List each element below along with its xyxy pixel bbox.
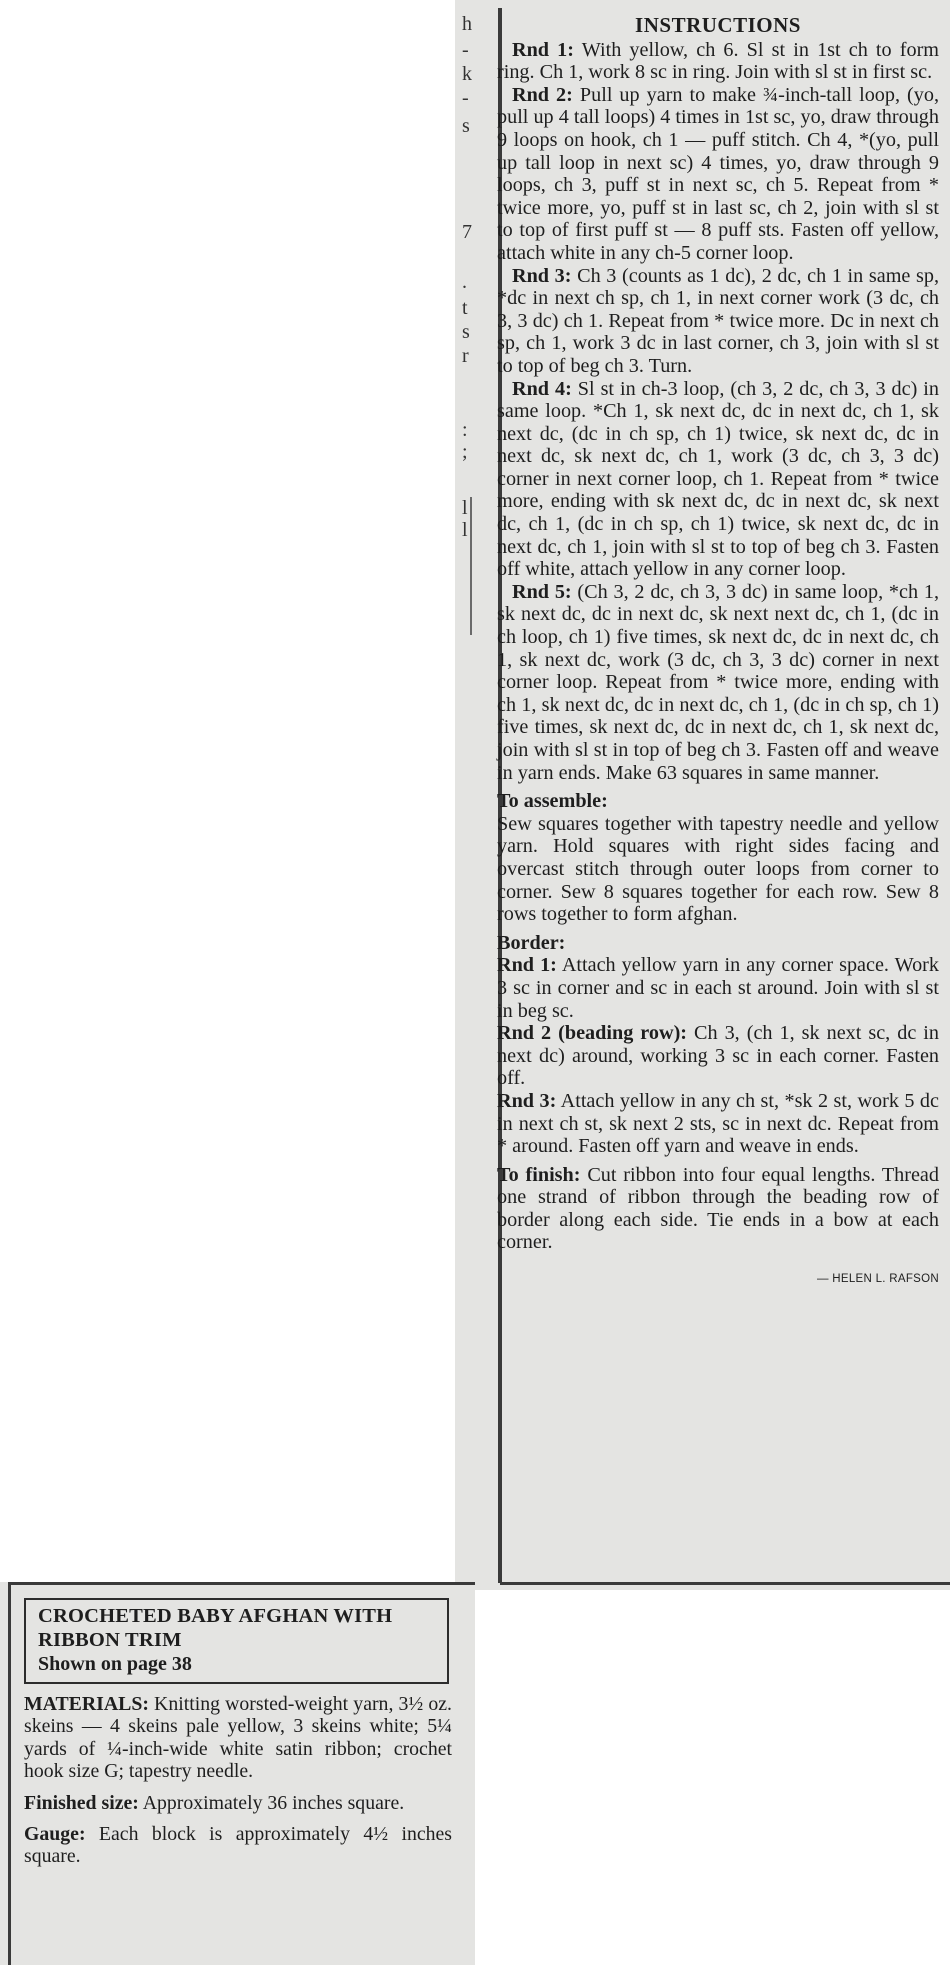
round-1 (497, 39, 939, 84)
side-fragment: r (462, 345, 469, 367)
round-label: Rnd 3: (497, 1089, 557, 1112)
side-fragment: s (462, 321, 470, 343)
border-round-3 (497, 1090, 939, 1158)
side-fragment: : (462, 419, 468, 441)
round-label: Rnd 5: (512, 580, 572, 603)
round-label: Rnd 1: (497, 954, 557, 977)
side-fragment: ; (462, 441, 468, 463)
gauge-paragraph (24, 1823, 452, 1868)
side-fragment: 7 (462, 221, 472, 243)
materials-frame-top (8, 1582, 475, 1585)
round-text: (Ch 3, 2 dc, ch 3, 3 dc) in same loop, *ch 1, sk next dc, dc in next dc, sk next next dc, ch 1, (dc in ch loop, ch 1) five times, sk next dc, dc in next dc, ch 1, sk next dc, work (3 dc, ch 3, 3 dc) corner in next corner loop. Repeat from * twice more, ending with ch 1, sk next dc, dc in next dc, ch 1, (dc in ch sp, ch 1) five times, sk next dc, dc in next dc, ch 1, sk next dc, join with sl st in top of beg ch 3. Fasten off and weave in yarn ends. Make 63 squares in same manner. (497, 580, 939, 784)
side-fragment: - (462, 87, 469, 109)
side-fragment: s (462, 115, 470, 137)
project-title-box (24, 1598, 449, 1684)
finished-size-label: Finished size: (24, 1791, 139, 1814)
finished-size-text: Approximately 36 inches square. (138, 1791, 405, 1814)
gauge-text: Each block is approximately 4½ inches square. (24, 1823, 452, 1868)
side-fragment: h (462, 13, 472, 35)
finish-paragraph (497, 1164, 939, 1254)
side-fragment: t (462, 297, 468, 319)
side-fragment: - (462, 39, 469, 61)
round-3 (497, 265, 939, 378)
shown-on-page: Shown on page 38 (38, 1653, 192, 1675)
column-rule-secondary (470, 497, 472, 635)
round-text: Ch 3 (counts as 1 dc), 2 dc, ch 1 in same sp, *dc in next ch sp, ch 1, in next corner work (3 dc, ch 3, 3 dc) ch 1. Repeat from * twice more. Dc in next ch sp, ch 1, work 3 dc in last corner, ch 3, join with sl st to top of beg ch 3. Turn. (497, 264, 939, 377)
materials-label: MATERIALS: (24, 1693, 149, 1715)
side-fragment: l (462, 519, 468, 541)
round-4 (497, 378, 939, 581)
round-2 (497, 84, 939, 265)
instructions-heading: INSTRUCTIONS (635, 13, 801, 37)
gauge-label: Gauge: (24, 1823, 86, 1846)
round-label: Rnd 3: (512, 264, 572, 287)
section-rule (500, 1582, 950, 1585)
round-label: Rnd 4: (512, 377, 572, 400)
round-text: Pull up yarn to make ¾-inch-tall loop, (yo, pull up 4 tall loops) 4 times in 1st sc, yo, draw through 9 loops on hook, ch 1 — puff stitch. Ch 4, *(yo, pull up tall loop in next sc) 4 times, yo, draw through 9 loops, ch 3, puff st in next sc, ch 5. Repeat from * twice more, yo, puff st in last sc, ch 2, join with sl st to top of first puff st — 8 puff sts. Fasten off yellow, attach white in any ch-5 corner loop. (497, 83, 939, 264)
round-text: With yellow, ch 6. Sl st in 1st ch to form ring. Ch 1, work 8 sc in ring. Join with sl st in first sc. (497, 38, 939, 84)
side-fragment: l (462, 497, 468, 519)
border-heading-text: Border: (497, 931, 566, 954)
round-label: Rnd 1: (512, 38, 574, 61)
materials-paragraph (24, 1693, 452, 1783)
round-text: Attach yellow yarn in any corner space. Work 3 sc in corner and sc in each st around. Join with sl st in beg sc. (497, 954, 939, 1022)
assemble-text: Sew squares together with tapestry needle and yellow yarn. Hold squares with right sides facing and overcast stitch through outer loops from corner to corner. Sew 8 squares together for each row. Sew 8 rows together to form afghan. (497, 812, 939, 926)
round-label: Rnd 2: (512, 83, 573, 106)
round-5 (497, 581, 939, 784)
finish-label: To finish: (497, 1163, 581, 1186)
materials-frame-left (8, 1582, 11, 1965)
round-text: Ch 3, (ch 1, sk next sc, dc in next dc) around, working 3 sc in each corner. Fasten off. (497, 1022, 939, 1090)
materials-text: Knitting worsted-weight yarn, 3½ oz. skeins — 4 skeins pale yellow, 3 skeins white; 5¼ yards of ¼-inch-wide white satin ribbon; crochet hook size G; tapestry needle. (24, 1693, 452, 1783)
author-credit: — HELEN L. RAFSON (816, 1273, 939, 1286)
assemble-heading-text: To assemble: (497, 790, 608, 813)
round-label: Rnd 2 (beading row): (497, 1022, 688, 1045)
finished-size-paragraph (24, 1792, 452, 1814)
round-text: Sl st in ch-3 loop, (ch 3, 2 dc, ch 3, 3 dc) in same loop. *Ch 1, sk next dc, dc in next dc, ch 1, sk next dc, (dc in ch sp, ch 1) twice, sk next dc, dc in next dc, sk next dc, ch 1, work (3 dc, ch 3, 3 dc) corner in next corner loop, ch 1. Repeat from * twice more, ending with sk next dc, dc in next dc, sk next dc, ch 1, (dc in ch sp, ch 1) twice, sk next dc, dc in next dc, ch 1, join with sl st to top of beg ch 3. Fasten off white, attach yellow in any corner loop. (497, 377, 939, 581)
project-title: CROCHETED BABY AFGHAN WITH RIBBON TRIM (38, 1605, 393, 1651)
materials-block (24, 1693, 452, 1877)
round-text: Attach yellow in any ch st, *sk 2 st, work 5 dc in next ch st, sk next 2 sts, sc in next dc. Repeat from * around. Fasten off yarn and weave in ends. (497, 1089, 939, 1158)
finish-text: Cut ribbon into four equal lengths. Thread one strand of ribbon through the beading row of border along each side. Tie ends in a bow at each corner. (497, 1163, 939, 1254)
border-heading (497, 932, 939, 955)
border-round-2 (497, 1022, 939, 1090)
assemble-heading (497, 790, 939, 813)
side-fragment: . (462, 271, 467, 293)
instructions-column (497, 14, 939, 1291)
border-round-1 (497, 954, 939, 1022)
side-fragment: k (462, 63, 472, 85)
